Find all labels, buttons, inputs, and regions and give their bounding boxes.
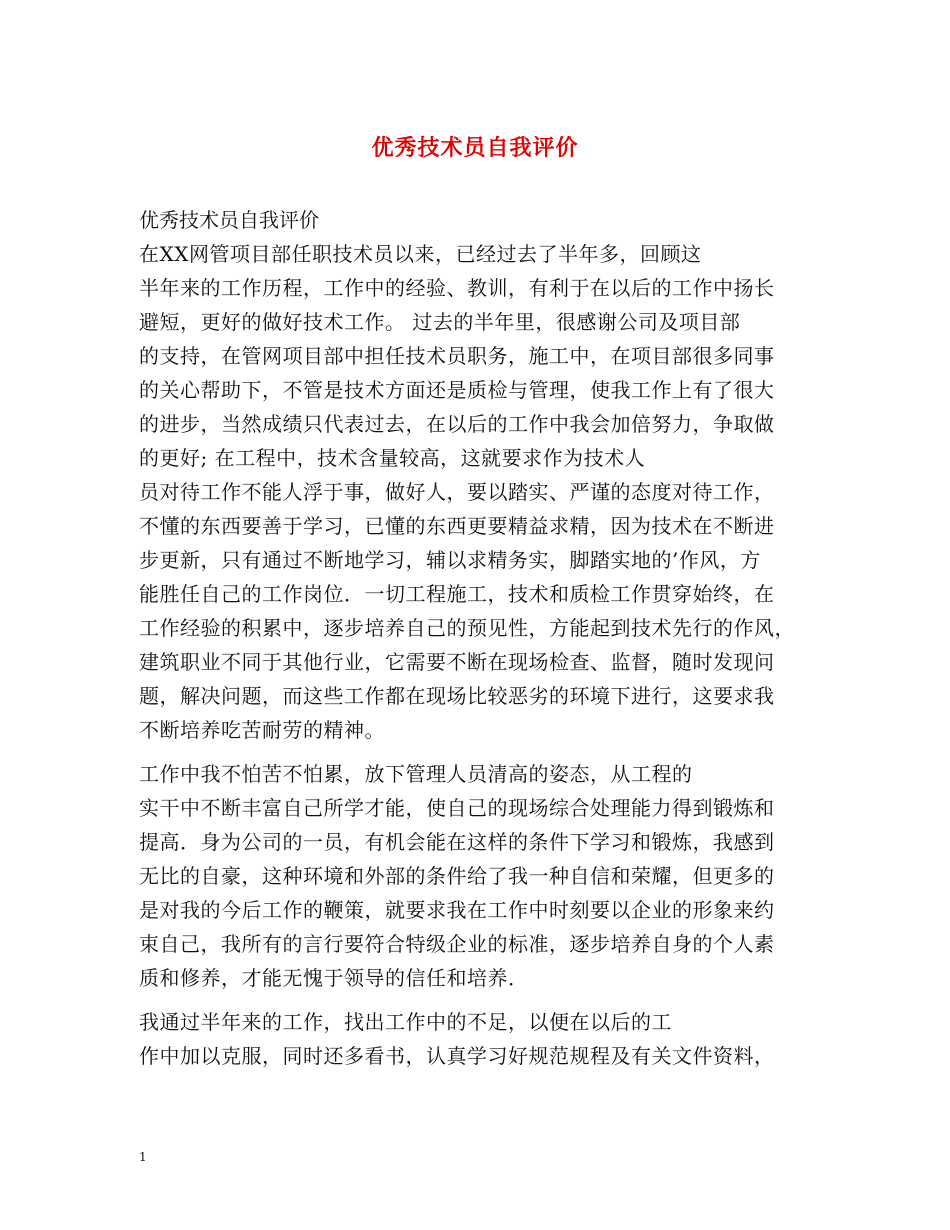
paragraph-3 [139, 1005, 819, 1073]
text-line: 不懂的东西要善于学习，已懂的东西更要精益求精，因为技术在不断进 [139, 514, 775, 538]
text-line: 在XX网管项目部任职技术员以来，已经过去了半年多，回顾这 [139, 242, 702, 266]
text-line: 的进步，当然成绩只代表过去，在以后的工作中我会加倍努力，争取做 [139, 412, 775, 436]
text-line: 的更好; 在工程中，技术含量较高，这就要求作为技术人 [139, 446, 646, 470]
page-number: 1 [139, 1150, 147, 1164]
paragraph-spacer [139, 747, 819, 757]
text-line: 的关心帮助下，不管是技术方面还是质检与管理，使我工作上有了很大 [139, 378, 775, 402]
paragraph-1 [139, 237, 819, 747]
text-line: 我通过半年来的工作，找出工作中的不足，以便在以后的工 [139, 1010, 672, 1034]
text-line: 作中加以克服，同时还多看书，认真学习好规范规程及有关文件资料， [139, 1044, 775, 1068]
paragraph-2 [139, 757, 819, 995]
text-line: 束自己，我所有的言行要符合特级企业的标准，逐步培养自身的个人素 [139, 932, 775, 956]
text-line: 步更新，只有通过不断地学习，辅以求精务实，脚踏实地的’作风，方 [139, 548, 761, 572]
text-line: 题，解决问题，而这些工作都在现场比较恶劣的环境下进行，这要求我 [139, 684, 775, 708]
text-line: 不断培养吃苦耐劳的精神。 [139, 718, 385, 742]
text-line: 提高．身为公司的一员，有机会能在这样的条件下学习和锻炼，我感到 [139, 830, 775, 854]
text-line: 质和修养，才能无愧于领导的信任和培养． [139, 966, 529, 990]
document-title: 优秀技术员自我评价 [371, 135, 579, 161]
text-line: 能胜任自己的工作岗位．一切工程施工，技术和质检工作贯穿始终，在 [139, 582, 775, 606]
text-line: 工作中我不怕苦不怕累，放下管理人员清高的姿态，从工程的 [139, 762, 693, 786]
text-line: 半年来的工作历程，工作中的经验、教训，有利于在以后的工作中扬长 [139, 276, 775, 300]
text-line: 建筑职业不同于其他行业，它需要不断在现场检查、监督，随时发现问 [139, 650, 775, 674]
text-line: 避短，更好的做好技术工作。 过去的半年里，很感谢公司及项目部 [139, 310, 741, 334]
text-line: 的支持，在管网项目部中担任技术员职务，施工中，在项目部很多同事 [139, 344, 775, 368]
text-line: 工作经验的积累中，逐步培养自己的预见性，方能起到技术先行的作风， [139, 616, 795, 640]
text-line: 无比的自豪，这种环境和外部的条件给了我一种自信和荣耀，但更多的 [139, 864, 775, 888]
text-line: 实干中不断丰富自己所学才能，使自己的现场综合处理能力得到锻炼和 [139, 796, 775, 820]
text-line: 是对我的今后工作的鞭策，就要求我在工作中时刻要以企业的形象来约 [139, 898, 775, 922]
text-line: 员对待工作不能人浮于事，做好人，要以踏实、严谨的态度对待工作， [139, 480, 775, 504]
document-subtitle: 优秀技术员自我评价 [139, 208, 319, 232]
paragraph-spacer [139, 995, 819, 1005]
document-body [139, 237, 819, 1073]
